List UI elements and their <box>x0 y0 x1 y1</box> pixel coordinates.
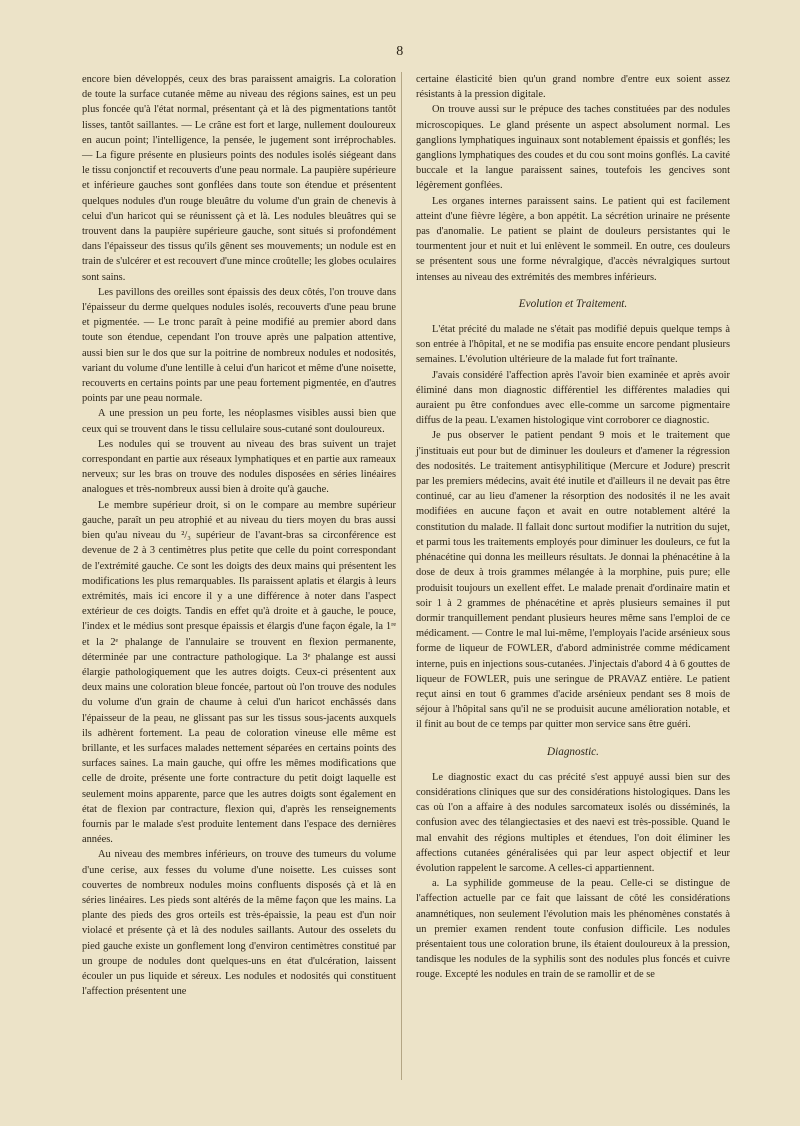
paragraph: encore bien développés, ceux des bras paraissent amaigris. La coloration de toute la surface cutanée même au niveau des régions saines, est un peu plus foncée qu'à l'état normal, présentant çà et là des pigmentations tantôt lisses, tantôt saillantes. — Le crâne est fort et large, nullement douloureux en aucun point; l'intelligence, la pensée, le jugement sont irréprochables. — La figure présente en plusieurs points des nodules isolés siégeant dans le tissu conjonctif et recouverts d'une peau normale. La paupière supérieure et inférieure gauches sont gonflées dans toute son étendue et présentent quelques nodules d'un rouge bleuâtre du volume d'un grain de chenevis à celui d'un haricot qui se réunissent çà et là. Les nodules bleuâtres qui se trouvent dans la paupière supérieure gauche, sont situés si profondément dans l'épaisseur des tissus qu'ils gênent ses mouvements; un nodule est en train de s'ulcérer et est recouvert d'une mince croûtelle; les globes oculaires sont sains. <box>82 74 396 283</box>
right-column <box>416 72 730 983</box>
section-title-diagnostic: Diagnostic. <box>547 745 599 758</box>
paragraph: Le membre supérieur droit, si on le compare au membre supérieur gauche, paraît un peu atrophié et au niveau du tiers moyen du bras aussi bien qu'au niveau du ²/₃ supérieur de l'avant-bras sa circonférence est devenue de 2 à 3 centimètres plus petite que celle du point correspondant de l'extrémité gauche. Ce sont les doigts des deux mains qui présentent les modifications les plus remarquables. Ils paraissent aplatis et élargis à leurs extrémités, mais ici encore il y a une différence à noter dans l'aspect extérieur de ces doigts. Tandis en effet qu'à droite et à gauche, le pouce, l'index et le médius sont presque épaissis et élargis d'une façon égale, la 1ʳᵉ et la 2ᵉ phalange de l'annulaire se trouvent en flexion permanente, déterminée par une contracture pathologique. La 3ᵉ phalange est aussi élargie pathologiquement que les autres doigts. Ceux-ci présentent aux deux mains une coloration bleue foncée, partout où l'on trouve des nodules du volume d'un grain de chaume à celui d'un haricot enchâssés dans l'épaisseur de la peau, ne glissant pas sur les tissus sous-jacents auxquels ils adhèrent fortement. La peau de coloration vineuse elle même est brillante, et les surfaces malades nettement séparées en certains points des surfaces saines. La main gauche, qui offre les mêmes modifications que celle de droite, présente une forte contracture du petit doigt laquelle est seulement moins apparente, parce que les autres doigts sont également en état de flexion par contracture, flexion qui, d'après les renseignements fournis par le malade s'est produite lentement dans l'espace des dernières années. <box>82 499 396 846</box>
paragraph: On trouve aussi sur le prépuce des taches constituées par des nodules microscopiques. Le gland présente un aspect absolument normal. Les ganglions lymphatiques inguinaux sont notablement épaissis et gonflés; les ganglions lymphatiques des coudes et du cou sont moins gonflés. La cavité buccale et la langue paraissent saines, toutefois les gencives sont légèrement gonflées. <box>416 104 730 192</box>
column-divider <box>401 72 402 1080</box>
section-title-evolution: Evolution et Traitement. <box>518 297 628 310</box>
paragraph: Au niveau des membres inférieurs, on trouve des tumeurs du volume d'une cerise, aux fesses du volume d'une noisette. Les cuisses sont couvertes de nombreux nodules moins confluents disposés çà et là en séries linéaires. Les pieds sont altérés de la même façon que les mains. La plante des pieds des gros orteils est très-épaissie, la peau est d'un noir violacé et présente çà et là des nodules saillants. Autour des osselets du pied gauche existe un gonflement long d'environ centimètres constitué par un groupe de nodules dont quelques-uns en état d'ulcération, laissent écouler un pus liquide et séreux. Les nodules et nodosités qui constituent l'affection présentent une <box>82 849 396 998</box>
paragraph: A une pression un peu forte, les néoplasmes visibles aussi bien que ceux qui se trouvent dans le tissu cellulaire sous-cutané sont douloureux. <box>82 408 396 435</box>
list-item: a. La syphilide gommeuse de la peau. Celle-ci se distingue de l'affection actuelle par ce fait que laissant de côté les considérations anamnétiques, non seulement l'évolution mais les phénomènes constatés à un premier examen rendent toute confusion difficile. Les nodules présentaient tous une coloration brune, ils étaient douloureux à la pression, tandisque les nodules de la syphilis sont des nodules plus foncés et cuivre rouge. Excepté les nodules en train de se ramollir et de se <box>416 878 730 981</box>
paragraph: Les nodules qui se trouvent au niveau des bras suivent un trajet correspondant en partie aux réseaux lymphatiques et en partie aux rameaux nerveux; sur les bras on trouve des nodules disposées en séries linéaires analogues et très-nombreux aussi bien à droite qu'à gauche. <box>82 438 396 496</box>
paragraph: certaine élasticité bien qu'un grand nombre d'entre eux soient assez résistants à la pression digitale. <box>416 74 730 101</box>
paragraph: Les pavillons des oreilles sont épaissis des deux côtés, l'on trouve dans l'épaisseur du derme quelques nodules isolés, recouverts d'une peau brune et pigmentée. — Le tronc paraît à peine modifié au premier abord dans toute son étendue, cependant l'on trouve après une palpation attentive, aussi bien sur le dos que sur la poitrine de nombreux nodules et nodosités, variant du volume d'une lentille à celui d'un haricot et même d'une noisette, recouverts en certains points par une peau fortement pigmentée, en d'autres points par une peau normale. <box>82 286 396 405</box>
paragraph: Je pus observer le patient pendant 9 mois et le traitement que j'instituais eut pour but de diminuer les douleurs et d'amener la régression des nodosités. Le traitement antisyphilitique (Mercure et Jodure) prescrit par les premiers médecins, avait été inutile et d'ailleurs il ne devait pas être continué, car au lieu d'amener la résorption des nodosités il ne les avait modifiées en aucune façon et avait en outre notablement altéré la constitution du malade. Il fallait donc surtout modifier la nutrition du sujet, et parmi tous les traitements employés pour diminuer les douleurs, ce fut la phénacétine qui donna les meilleurs résultats. Je donnai la phénacétine à la dose de deux à trois grammes mélangée à la morphine, puis pure; elle produisit toujours un exellent effet. Le malade prenait d'ordinaire matin et soir 1 à 2 grammes de phénacétine et après plusieurs semaines il put dormir tranquillement pendant plusieurs heures même sans l'emploi de ce médicament. — Contre le mal lui-même, l'employais l'acide arsénieux sous forme de liqueur de FOWLER, d'abord administrée comme médicament interne, puis en injections sous-cutanées. J'injectais d'abord 4 à 6 gouttes de liqueur de FOWLER, puis une seringue de PRAVAZ entière. Le patient reçut ainsi en tout 6 grammes d'acide arsénieux pendant ses 8 mois de séjour à l'hôpital sans qu'il ne se produisit aucune amélioration notable, et il finit au bout de ce temps par quitter mon service sans être guéri. <box>416 430 730 731</box>
paragraph: J'avais considéré l'affection après l'avoir bien examinée et après avoir éliminé dans mon diagnostic différentiel les différentes maladies qui auraient pu être confondues avec elle-comme un sarcome pigmentaire diffus de la peau. L'examen histologique vint corroborer ce diagnostic. <box>416 369 730 427</box>
paragraph: Les organes internes paraissent sains. Le patient qui est facilement atteint d'une fièvre légère, a bon appétit. La sécrétion urinaire ne présente pas d'anomalie. Le patient se plaint de douleurs persistantes qui le tourmentent jour et nuit et lui enlèvent le sommeil. En outre, ces douleurs se présentent sous une forme névralgique, d'accès névralgiques surtout intenses au niveau des extrémités des membres inférieurs. <box>416 195 730 283</box>
left-column <box>82 72 396 999</box>
page-number: 8 <box>396 44 404 59</box>
paragraph: L'état précité du malade ne s'était pas modifié depuis quelque temps à son entrée à l'hôpital, et ne se modifia pas ensuite encore pendant plusieurs semaines. L'évolution ultérieure de la malade fut fort traînante. <box>416 324 730 366</box>
paragraph: Le diagnostic exact du cas précité s'est appuyé aussi bien sur des considérations cliniques que sur des considérations histologiques. Dans les cas où l'on a affaire à des nodules sarcomateux isolés ou disséminés, la confusion avec des télangiectasies et des naevi est très-possible. Quand le mal envahit des régions multiples et étendues, l'on doit éliminer les affections cutanées généralisées qui par leur aspect objectif et leur évolution rappelent le sarcome. A celles-ci appartiennent. <box>416 771 730 874</box>
